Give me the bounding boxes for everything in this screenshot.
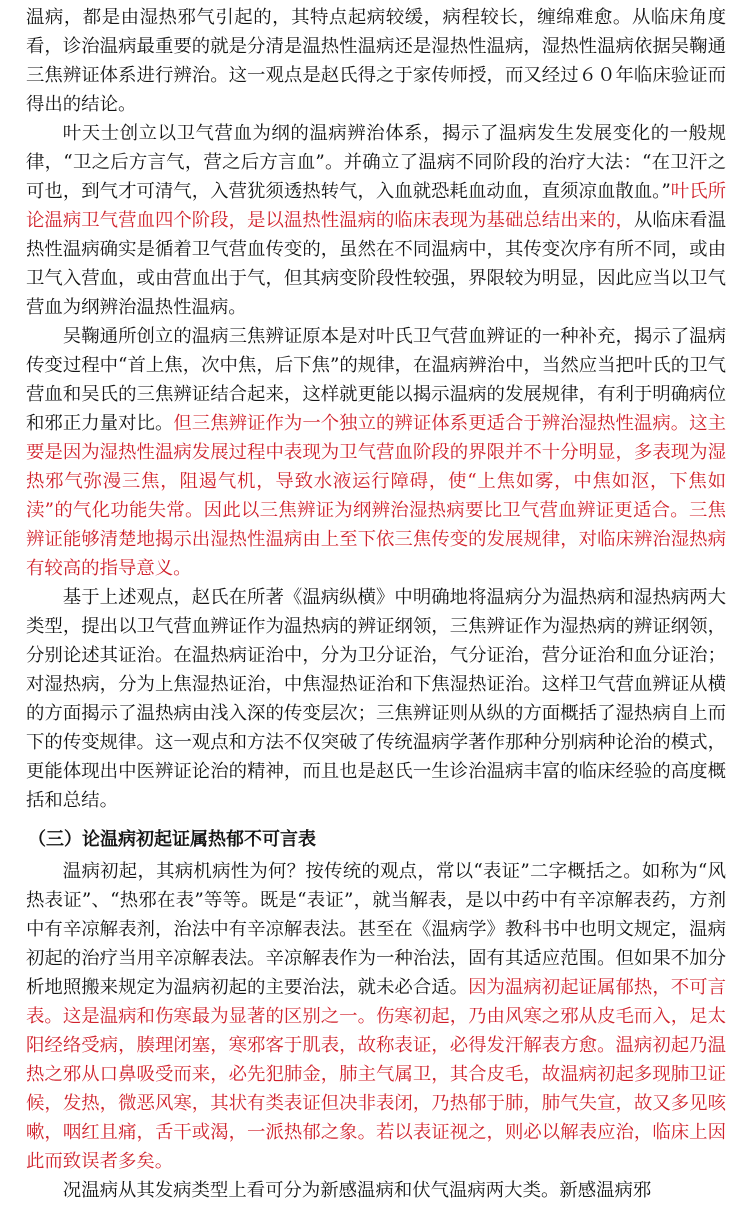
paragraph-text: 叶天士创立以卫气营血为纲的温病辨治体系，揭示了温病发生发展变化的一般规律，“卫之后方言气，营之后方言血”。并确立了温病不同阶段的治疗大法：“在卫汗之可也，到气才可清气，入营犹须透热转气，入血就恐耗血动血，直须凉血散血。” xyxy=(26,123,726,202)
paragraph xyxy=(26,1176,726,1205)
paragraph-text: 吴鞠通所创立的温病三焦辨证原本是对叶氏卫气营血辨证的一种补充，揭示了温病传变过程中“首上焦，次中焦，后下焦”的规律，在温病辨治中，当然应当把叶氏的卫气营血和吴氏的三焦辨证结合起来，这样就更能以揭示温病的发展规律，有利于明确病位和邪正力量对比。 xyxy=(26,326,726,434)
paragraph xyxy=(26,857,726,1176)
highlighted-text: 但三焦辨证作为一个独立的辨证体系更适合于辨治湿热性温病。这主要是因为湿热性温病发展过程中表现为卫气营血阶段的界限并不十分明显，多表现为湿热邪气弥漫三焦，阻遏气机，导致水液运行障碍，使“上焦如雾，中焦如沤，下焦如渎”的气化功能失常。因此以三焦辨证为纲辨治湿热病要比卫气营血辨证更适合。三焦辨证能够清楚地揭示出湿热性温病由上至下依三焦传变的发展规律，对临床辨治湿热病有较高的指导意义。 xyxy=(26,413,726,579)
highlighted-text: 叶氏所论温病卫气营血四个阶段，是以温热性温病的临床表现为基础总结出来的， xyxy=(26,181,726,231)
section-heading: （三）论温病初起证属热郁不可言表 xyxy=(28,829,316,850)
body-text-upper xyxy=(26,3,726,815)
paragraph xyxy=(26,583,726,815)
paragraph-text: 温病初起，其病机病性为何？按传统的观点，常以“表证”二字概括之。如称为“风热表证”、“热邪在表”等等。既是“表证”，就当解表，是以中药中有辛凉解表药，方剂中有辛凉解表剂，治法中有辛凉解表法。甚至在《温病学》教科书中也明文规定，温病初起的治疗当用辛凉解表法。辛凉解表作为一种治法，固有其适应范围。但如果不加分析地照搬来规定为温病初起的主要治法，就未必合适。 xyxy=(26,861,726,998)
paragraph-text: 温病，都是由湿热邪气引起的，其特点起病较缓，病程较长，缠绵难愈。从临床角度看，诊治温病最重要的就是分清是温热性温病还是湿热性温病，湿热性温病依据吴鞠通三焦辨证体系进行辨治。这一观点是赵氏得之于家传师授，而又经过６０年临床验证而得出的结论。 xyxy=(26,7,726,115)
paragraph xyxy=(26,3,726,119)
paragraph xyxy=(26,322,726,583)
body-text-lower xyxy=(26,857,726,1205)
paragraph-text: 况温病从其发病类型上看可分为新感温病和伏气温病两大类。新感温病邪 xyxy=(62,1180,652,1201)
highlighted-text: 因为温病初起证属郁热，不可言表。这是温病和伤寒最为显著的区别之一。伤寒初起，乃由风寒之邪从皮毛而入，足太阳经络受病，腠理闭塞，寒邪客于肌表，故称表证，必得发汗解表方愈。温病初起乃温热之邪从口鼻吸受而来，必先犯肺金，肺主气属卫，其合皮毛，故温病初起多现肺卫证候，发热，微恶风寒，其状有类表证但决非表闭，乃热郁于肺，肺气失宣，故又多见咳嗽，咽红且痛，舌干或渴，一派热郁之象。若以表证视之，则必以解表应治，临床上因此而致误者多矣。 xyxy=(26,977,726,1172)
paragraph xyxy=(26,119,726,322)
paragraph-text: 基于上述观点，赵氏在所著《温病纵横》中明确地将温病分为温热病和湿热病两大类型，提出以卫气营血辨证作为温热病的辨证纲领，三焦辨证作为湿热病的辨证纲领，分别论述其证治。在温热病证治中，分为卫分证治，气分证治，营分证治和血分证治；对湿热病，分为上焦湿热证治，中焦湿热证治和下焦湿热证治。这样卫气营血辨证从横的方面揭示了温热病由浅入深的传变层次；三焦辨证则从纵的方面概括了湿热病自上而下的传变规律。这一观点和方法不仅突破了传统温病学著作那种分别病种论治的模式，更能体现出中医辨证论治的精神，而且也是赵氏一生诊治温病丰富的临床经验的高度概括和总结。 xyxy=(26,587,726,811)
paragraph-text: 从临床看温热性温病确实是循着卫气营血传变的，虽然在不同温病中，其传变次序有所不同，或由卫气入营血，或由营血出于气，但其病变阶段性较强，界限较为明显，因此应当以卫气营血为纲辨治温热性温病。 xyxy=(26,210,726,318)
